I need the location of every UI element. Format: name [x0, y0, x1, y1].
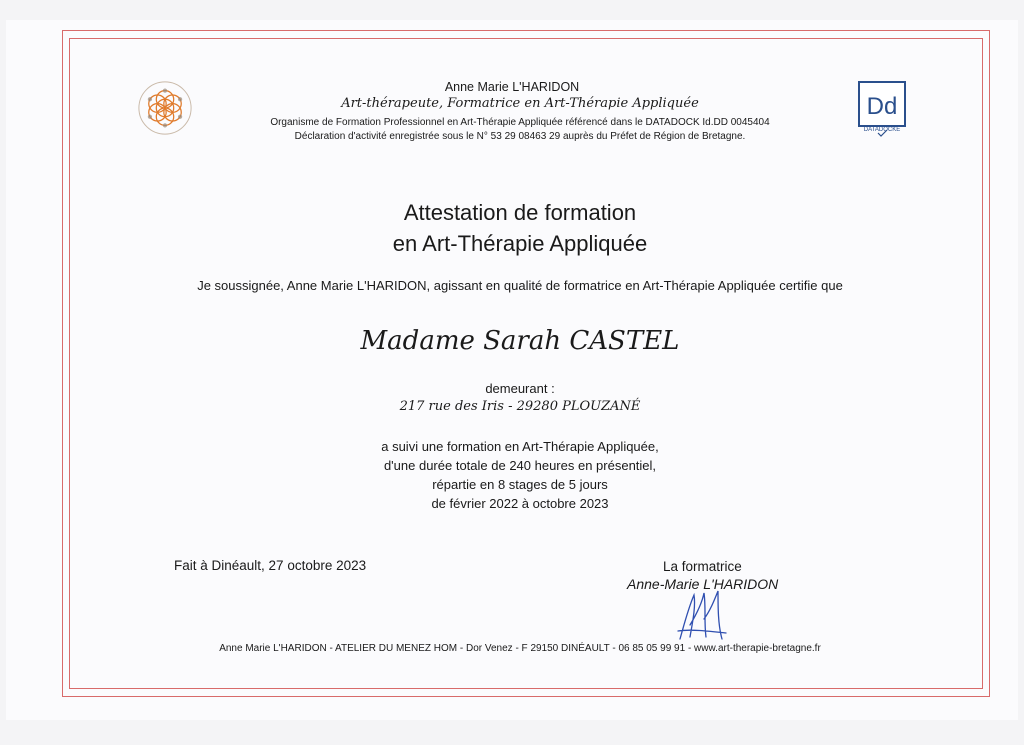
- course-line: a suivi une formation en Art-Thérapie Appliquée,: [381, 439, 659, 454]
- course-line: de février 2022 à octobre 2023: [431, 496, 609, 511]
- course-line: d'une durée totale de 240 heures en présentiel,: [383, 458, 657, 473]
- place-and-date: Fait à Dinéault, 27 octobre 2023: [174, 558, 367, 573]
- handwritten-signature: [674, 585, 730, 643]
- svg-text:DATADOCKÉ: DATADOCKÉ: [863, 127, 901, 133]
- certificate-title-line2: en Art-Thérapie Appliquée: [392, 231, 648, 256]
- course-line: répartie en 8 stages de 5 jours: [432, 477, 608, 492]
- footer-contact-line: Anne Marie L'HARIDON - ATELIER DU MENEZ HOM - Dor Venez - F 29150 DINÉAULT - 06 85 05 99 91 - www.art-therapie-bretagne.fr: [219, 643, 821, 654]
- residence-label: demeurant :: [485, 381, 555, 396]
- svg-text:Dd: Dd: [866, 93, 898, 120]
- header-declaration-line: Déclaration d'activité enregistrée sous le N° 53 29 08463 29 auprès du Préfet de Région de Bretagne.: [294, 131, 746, 142]
- certification-intro: Je soussignée, Anne Marie L'HARIDON, agissant en qualité de formatrice en Art-Thérapie Appliquée certifie que: [197, 278, 843, 293]
- trainer-label: La formatrice: [663, 559, 742, 574]
- recipient-name: Madame Sarah CASTEL: [360, 326, 680, 356]
- trainer-name: Anne-Marie L'HARIDON: [627, 576, 779, 592]
- header-subtitle: Art-thérapeute, Formatrice en Art-Thérapie Appliquée: [341, 96, 699, 111]
- header-org-line: Organisme de Formation Professionnel en Art-Thérapie Appliquée référencé dans le DATADOCK Id.DD 0045404: [270, 117, 770, 128]
- certificate-title-line1: Attestation de formation: [403, 200, 637, 225]
- header-name: Anne Marie L'HARIDON: [444, 80, 580, 94]
- residence-address: 217 rue des Iris - 29280 PLOUZANÉ: [399, 399, 641, 414]
